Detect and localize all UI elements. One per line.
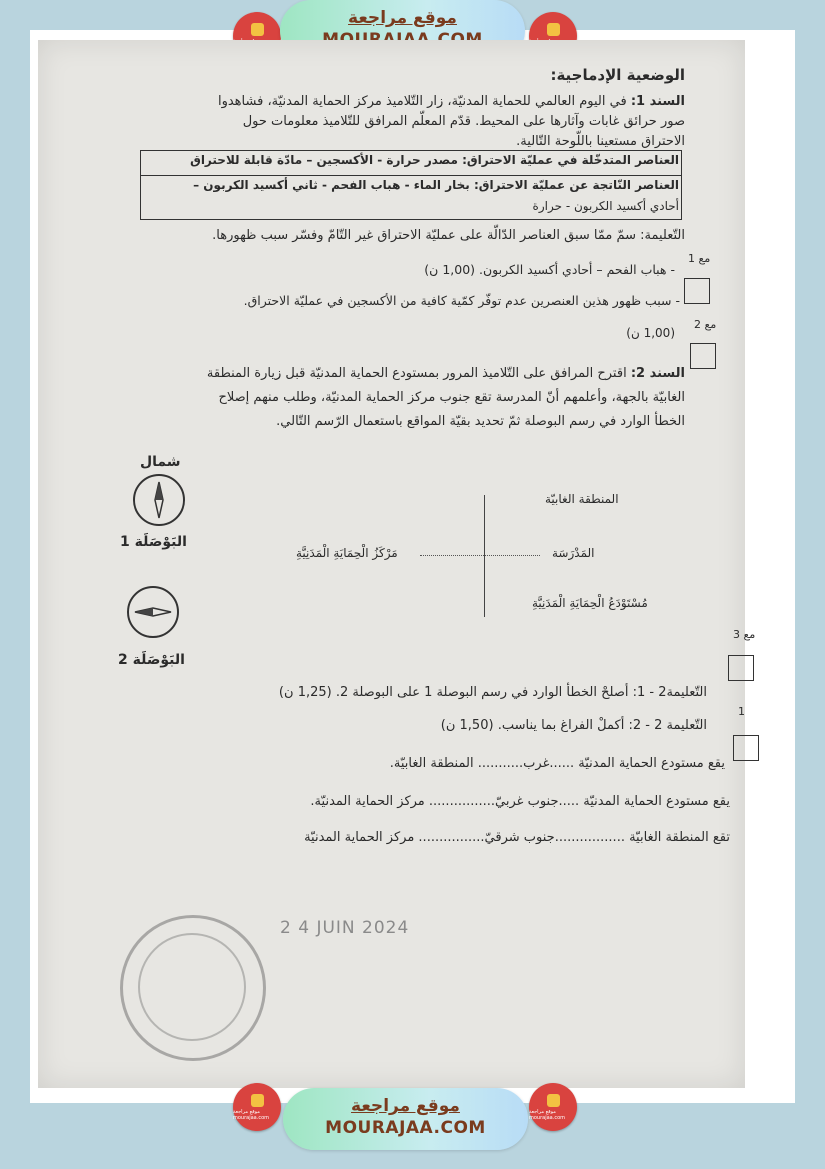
margin-1: 1 <box>738 705 745 718</box>
sanad2: السند 2: اقترح المرافق على التّلاميذ المرور بمستودع الحماية المدنيّة قبل زيارة المنطقة الغابيّة بالجهة، وأعلمهم أنّ المدرسة تقع جنوب مركز الحماية المدنيّة، وطلب منهم إصلاح الخطأ الوارد في رسم البوصلة ثمّ تحديد بقيّة المواقع باستعمال الرّسم التّالي. <box>206 366 685 429</box>
score-box-4 <box>733 735 759 761</box>
score-box-3 <box>728 655 754 681</box>
answer-1b-points: (1,00 ن) <box>626 326 675 340</box>
score-box-1 <box>684 278 710 304</box>
instruction-2-2: التّعليمة 2 - 2: أكملْ الفراغ بما يناسب. (1,50 ن) <box>440 718 707 733</box>
answer-1a: - هباب الفحم – أحادي أكسيد الكربون. (1,00 ن) <box>424 262 675 277</box>
sanad1: السند 1: في اليوم العالمي للحماية المدنيّة، زار التّلاميذ مركز الحماية المدنيّة، فشاهدوا صور حرائق غابات وآثارها على المحيط. قدّم المعلّم المرافق للتّلاميذ معلومات حول الاحتراق مستعينا باللّوحة التّالية. <box>217 94 685 149</box>
score-box-2 <box>690 343 716 369</box>
fill-line-2: يقع مستودع الحماية المدنيّة .....جنوب غربيّ................ مركز الحماية المدنيّة. <box>310 794 730 809</box>
date-stamp: 2 4 JUIN 2024 <box>280 918 410 938</box>
table-row-outputs: العناصر النّاتجة عن عمليّة الاحتراق: بخار الماء - هباب الفحم - ثاني أكسيد الكربون – <box>193 178 679 192</box>
instruction-2-1: التّعليمة2 - 1: أصلحْ الخطأ الوارد في رسم البوصلة 1 على البوصلة 2. (1,25 ن) <box>278 685 707 700</box>
fill-line-3: تقع المنطقة الغابيّة .................جنوب شرقيّ................ مركز الحماية المدنيّة <box>304 830 730 845</box>
fill-line-1: يقع مستودع الحماية المدنيّة ......غرب........... المنطقة الغابيّة. <box>389 756 725 771</box>
site-name-ar-bottom: موقع مراجعة <box>351 1096 460 1116</box>
margin-m3: مع 3 <box>733 628 756 641</box>
site-logo-right-bottom[interactable]: موقع مراجعة mourajaa.com <box>529 1083 577 1131</box>
site-name-en-bottom: MOURAJAA.COM <box>325 1118 486 1138</box>
site-logo-left-bottom[interactable]: موقع مراجعة mourajaa.com <box>233 1083 281 1131</box>
instruction-1: التّعليمة: سمّ ممّا سبق العناصر الدّالّة على عمليّة الاحتراق غير التّامّ وفسّر سبب ظهورها. <box>212 228 685 243</box>
north-label: شمال <box>140 454 181 470</box>
school-stamp-inner <box>138 933 246 1041</box>
map-axis <box>484 495 485 617</box>
compass-1-icon <box>133 474 185 526</box>
table-row-outputs-cont: أحادي أكسيد الكربون - حرارة <box>532 199 679 213</box>
site-name-ar: موقع مراجعة <box>348 8 457 28</box>
site-banner-bottom[interactable] <box>283 1088 528 1150</box>
margin-m2: مع 2 <box>694 318 717 331</box>
answer-1b: - سبب ظهور هذين العنصرين عدم توفّر كمّية كافية من الأكسجين في عمليّة الاحتراق. <box>243 293 680 308</box>
compass-2-label: البَوْصَلَة 2 <box>118 652 185 668</box>
compass-1-label: البَوْصَلَة 1 <box>120 534 187 550</box>
doc-title: الوضعية الإدماجية: <box>550 66 685 84</box>
compass-2-icon <box>127 586 179 638</box>
margin-m1: مع 1 <box>688 252 711 265</box>
map-school: المَدْرَسَة <box>552 546 595 560</box>
table-row-inputs: العناصر المتدخّلة في عمليّة الاحتراق: مصدر حرارة - الأكسجين – مادّة قابلة للاحتراق <box>190 153 679 167</box>
map-dotted-line <box>420 555 540 556</box>
map-depot: مُسْتَوْدَعُ الْحِمَايَةِ الْمَدَنِيَّةِ <box>532 596 648 610</box>
map-center: مَرْكَزُ الْحِمَايَةِ الْمَدَنِيَّةِ <box>296 546 398 560</box>
map-forest: المنطقة الغابيّة <box>545 492 619 506</box>
